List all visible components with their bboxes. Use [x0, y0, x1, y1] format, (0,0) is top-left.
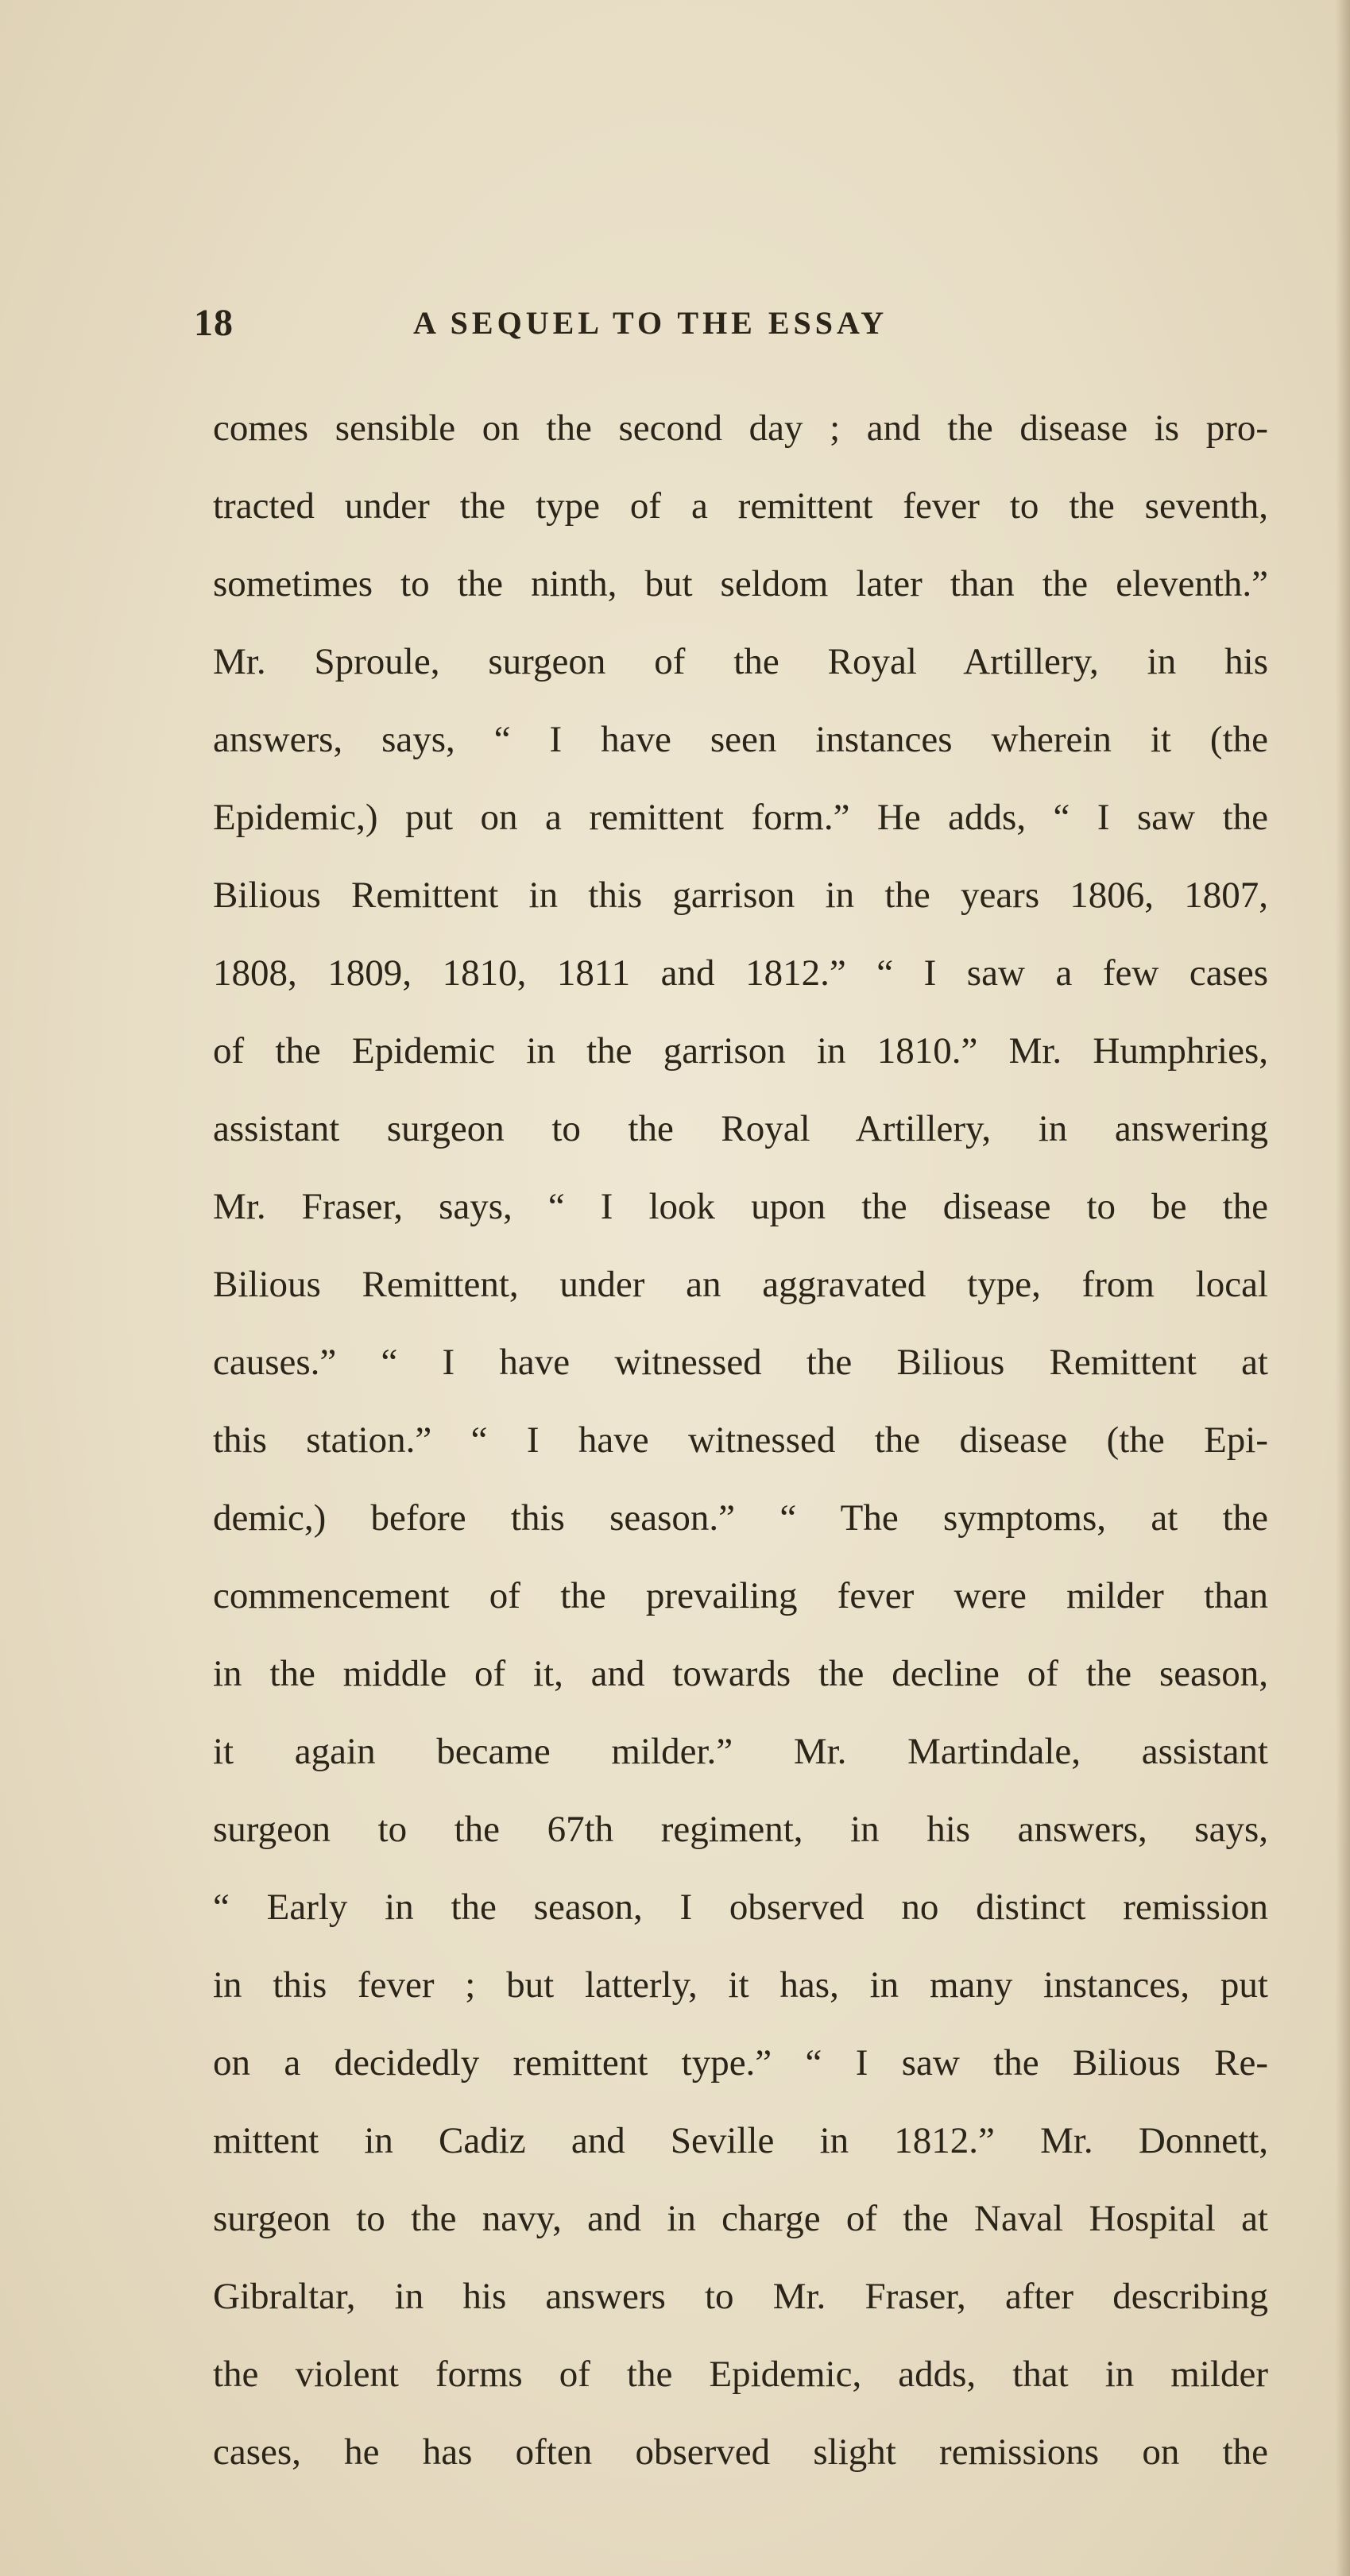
text-line: comes sensible on the second day ; and the disease is pro- — [213, 407, 1268, 449]
text-line: Mr. Fraser, says, “ I look upon the disease to be the — [213, 1186, 1268, 1227]
text-line: Bilious Remittent in this garrison in the years 1806, 1807, — [213, 875, 1268, 916]
text-line: “ Early in the season, I observed no distinct remission — [213, 1887, 1268, 1928]
text-line: in the middle of it, and towards the decline of the season, — [213, 1653, 1268, 1694]
text-line: the violent forms of the Epidemic, adds, that in milder — [213, 2354, 1268, 2395]
text-line: of the Epidemic in the garrison in 1810.” Mr. Humphries, — [213, 1030, 1268, 1072]
text-line: this station.” “ I have witnessed the disease (the Epi- — [213, 1419, 1268, 1461]
text-line: Bilious Remittent, under an aggravated type, from local — [213, 1264, 1268, 1305]
text-line: surgeon to the navy, and in charge of the Naval Hospital at — [213, 2198, 1268, 2239]
text-line: causes.” “ I have witnessed the Bilious Remittent at — [213, 1342, 1268, 1383]
text-line: surgeon to the 67th regiment, in his answers, says, — [213, 1809, 1268, 1850]
page-number: 18 — [194, 302, 234, 344]
text-line: commencement of the prevailing fever were milder than — [213, 1575, 1268, 1616]
text-line: sometimes to the ninth, but seldom later than the eleventh.” — [213, 563, 1268, 604]
text-line: it again became milder.” Mr. Martindale, assistant — [213, 1731, 1268, 1772]
page-edge-shadow — [1336, 0, 1350, 2576]
text-line: demic,) before this season.” “ The symptoms, at the — [213, 1497, 1268, 1539]
text-line: Gibraltar, in his answers to Mr. Fraser, after describing — [213, 2276, 1268, 2317]
text-line: on a decidedly remittent type.” “ I saw the Bilious Re- — [213, 2042, 1268, 2084]
text-line: cases, he has often observed slight remissions on the — [213, 2431, 1268, 2473]
text-line: assistant surgeon to the Royal Artillery, in answering — [213, 1108, 1268, 1149]
text-line: Epidemic,) put on a remittent form.” He adds, “ I saw the — [213, 797, 1268, 838]
body-text — [213, 389, 1268, 2491]
text-line: mittent in Cadiz and Seville in 1812.” Mr. Donnett, — [213, 2120, 1268, 2161]
running-head: A SEQUEL TO THE ESSAY — [413, 305, 888, 341]
text-line: answers, says, “ I have seen instances wherein it (the — [213, 719, 1268, 760]
text-line: Mr. Sproule, surgeon of the Royal Artillery, in his — [213, 641, 1268, 682]
text-line: tracted under the type of a remittent fever to the seventh, — [213, 485, 1268, 527]
page-header — [184, 295, 1265, 351]
text-line: in this fever ; but latterly, it has, in many instances, put — [213, 1964, 1268, 2006]
text-line: 1808, 1809, 1810, 1811 and 1812.” “ I saw a few cases — [213, 952, 1268, 994]
